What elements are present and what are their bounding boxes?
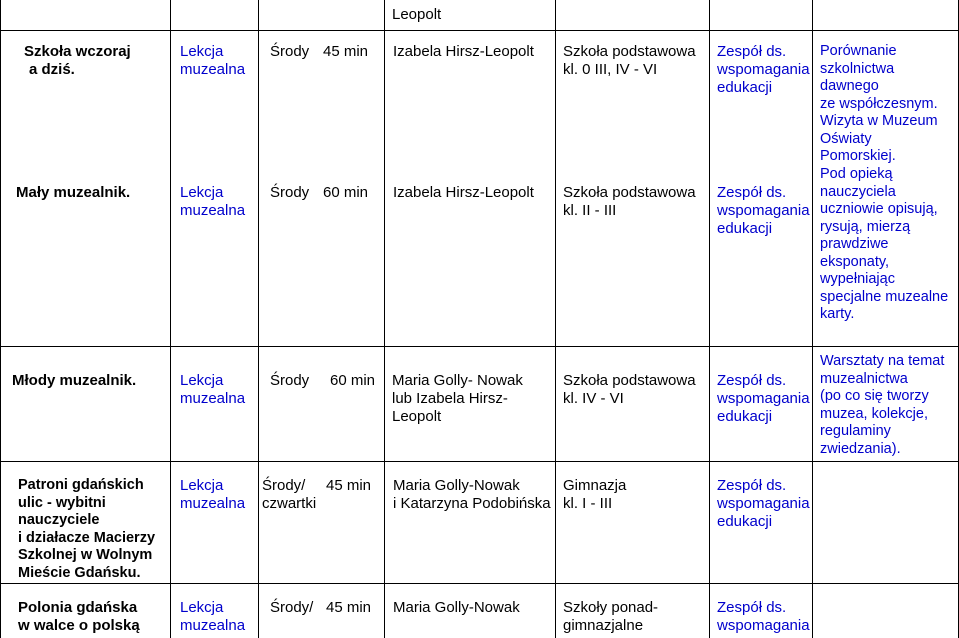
row-form: Lekcja muzealna <box>180 372 246 407</box>
row-duration: 45 min <box>326 599 372 616</box>
row-divider <box>0 346 959 347</box>
row-team: Zespół ds. wspomagania edukacji <box>717 43 810 96</box>
top-fragment-text: Leopolt <box>392 6 442 23</box>
row-duration: 60 min <box>330 372 376 389</box>
row-name: Szkoła wczoraj a dziś. <box>24 43 131 78</box>
row-team: Zespół ds. wspomagania edukacji <box>717 372 810 425</box>
row-team: Zespół ds. wspomagania <box>717 599 810 634</box>
row-form: Lekcja muzealna <box>180 184 246 219</box>
row-description: Warsztaty na temat muzealnictwa (po co się tworzy muzea, kolekcje, regulaminy zwiedzania). <box>820 353 945 457</box>
column-divider <box>812 0 813 638</box>
row-name: Młody muzealnik. <box>12 372 137 389</box>
row-form: Lekcja muzealna <box>180 477 246 512</box>
row-name: Polonia gdańska w walce o polską <box>18 599 140 634</box>
row-divider <box>0 583 959 584</box>
row-duration: 45 min <box>326 477 372 494</box>
table-border-left <box>0 0 1 638</box>
row-form: Lekcja muzealna <box>180 43 246 78</box>
row-audience: Szkoła podstawowa kl. II - III <box>563 184 696 219</box>
row-day: Środy <box>270 43 310 60</box>
row-teacher: Izabela Hirsz-Leopolt <box>393 43 534 60</box>
row-duration: 45 min <box>323 43 369 60</box>
row-teacher: Maria Golly-Nowak i Katarzyna Podobińska <box>393 477 551 512</box>
row-name: Mały muzealnik. <box>16 184 131 201</box>
row-teacher: Maria Golly-Nowak <box>393 599 520 616</box>
row-audience: Szkoły ponad- gimnazjalne <box>563 599 659 634</box>
row-day: Środy/ czwartki <box>262 477 317 512</box>
row-audience: Szkoła podstawowa kl. 0 III, IV - VI <box>563 43 696 78</box>
row-divider <box>0 461 959 462</box>
row-team: Zespół ds. wspomagania edukacji <box>717 184 810 237</box>
column-divider <box>384 0 385 638</box>
row-audience: Szkoła podstawowa kl. IV - VI <box>563 372 696 407</box>
column-divider <box>709 0 710 638</box>
row-day: Środy <box>270 372 310 389</box>
row-day: Środy/ <box>270 599 314 616</box>
column-divider <box>555 0 556 638</box>
column-divider <box>258 0 259 638</box>
row-divider <box>0 30 959 31</box>
row-teacher: Izabela Hirsz-Leopolt <box>393 184 534 201</box>
row-duration: 60 min <box>323 184 369 201</box>
row-description: Porównanie szkolnictwa dawnego ze współczesnym. Wizyta w Muzeum Oświaty Pomorskiej. <box>820 43 938 164</box>
row-audience: Gimnazja kl. I - III <box>563 477 627 512</box>
row-name: Patroni gdańskich ulic - wybitni nauczyciele i działacze Macierzy Szkolnej w Wolnym Mieście Gdańsku. <box>18 477 156 581</box>
row-teacher: Maria Golly- Nowak lub Izabela Hirsz- Leopolt <box>392 372 523 425</box>
row-form: Lekcja muzealna <box>180 599 246 634</box>
row-day: Środy <box>270 184 310 201</box>
row-team: Zespół ds. wspomagania edukacji <box>717 477 810 530</box>
column-divider <box>170 0 171 638</box>
row-description: Pod opieką nauczyciela uczniowie opisują, rysują, mierzą prawdziwe eksponaty, wypełniając specjalne muzealne karty. <box>820 166 949 322</box>
